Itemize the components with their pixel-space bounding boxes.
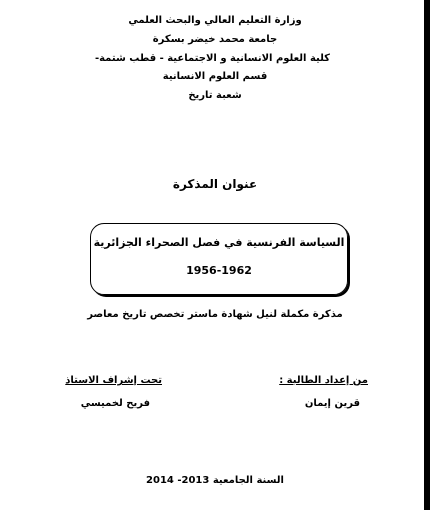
thesis-subtitle: مذكرة مكملة لنيل شهادة ماستر تخصص تاريخ معاصر: [87, 309, 343, 320]
supervisor-label: تحت إشراف الاستاذ: [65, 375, 162, 386]
branch-line: شعبة تاريخ: [188, 90, 242, 102]
student-label: من إعداد الطالبة :: [279, 375, 368, 386]
supervisor-name: فريح لخميسي: [80, 398, 150, 409]
academic-year: السنة الجامعية 2013- 2014: [146, 475, 284, 486]
department-line: قسم العلوم الانسانية: [162, 71, 268, 83]
student-block: [279, 375, 368, 409]
thesis-title-box: [90, 223, 348, 295]
page-edge-rule: [424, 0, 430, 510]
thesis-title: السياسة الفرنسية في فصل الصحراء الجزائرية: [93, 236, 345, 249]
faculty-line: كلية العلوم الانسانية و الاجتماعية - قطب شتمة-: [94, 52, 330, 64]
institution-header: [94, 12, 330, 106]
supervisor-block: [52, 375, 162, 409]
student-name: قرين إيمان: [304, 398, 360, 409]
thesis-heading: عنوان المذكرة: [172, 177, 258, 191]
ministry-line: وزارة التعليم العالي والبحث العلمي: [128, 15, 302, 26]
thesis-years: 1956-1962: [186, 264, 252, 277]
university-line: جامعة محمد خيضر بسكرة: [152, 33, 278, 45]
